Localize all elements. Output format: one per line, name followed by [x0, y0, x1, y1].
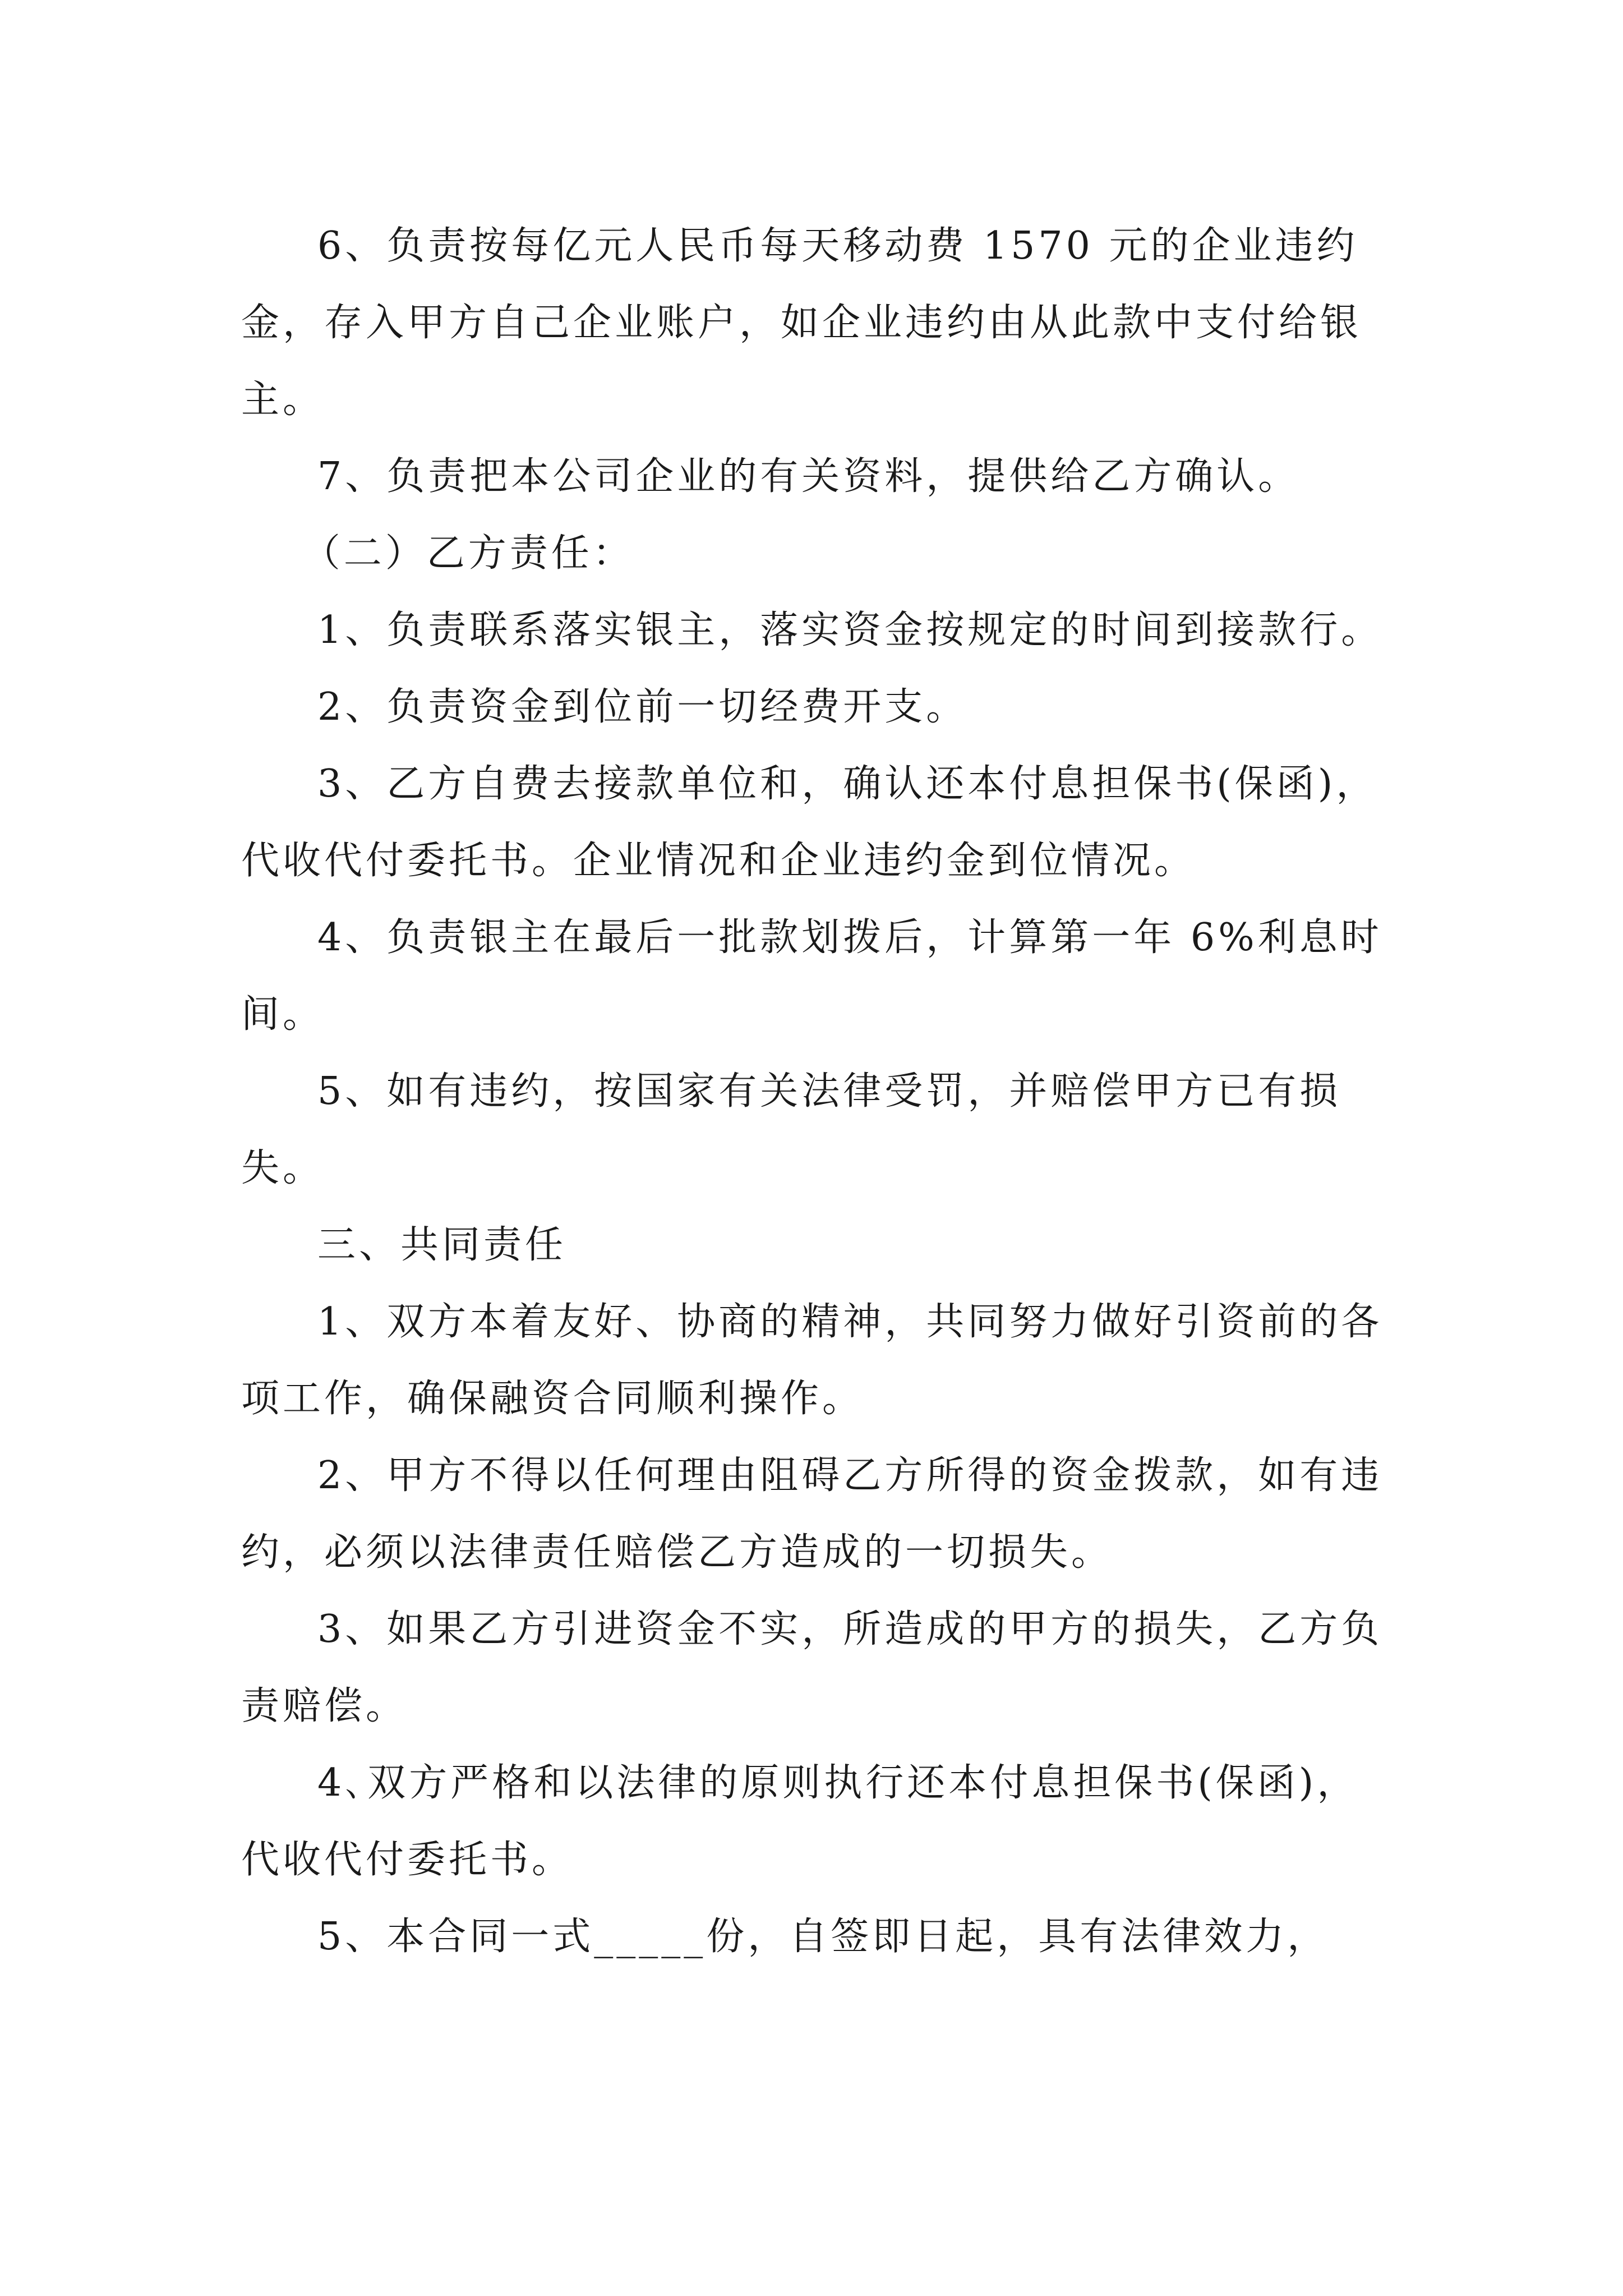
clause-joint-3: 3、如果乙方引进资金不实，所造成的甲方的损失，乙方负责赔偿。	[241, 1607, 1383, 1728]
clause-joint-1: 1、双方本着友好、协商的精神，共同努力做好引资前的各项工作，确保融资合同顺利操作。	[241, 1300, 1383, 1421]
section-heading-party-b: （二）乙方责任：	[302, 531, 634, 576]
clause-party-b-2: 2、负责资金到位前一切经费开支。	[317, 685, 968, 729]
document-body	[241, 208, 1396, 1975]
clause-joint-4: 4､双方严格和以法律的原则执行还本付息担保书(保函)，代收代付委托书。	[241, 1761, 1359, 1882]
clause-party-b-1: 1、负责联系落实银主，落实资金按规定的时间到接款行。	[317, 608, 1383, 652]
clause-party-b-4: 4、负责银主在最后一批款划拨后，计算第一年 6%利息时间。	[241, 915, 1382, 1037]
section-heading-joint: 三、共同责任	[317, 1223, 567, 1267]
clause-party-a-7: 7、负责把本公司企业的有关资料，提供给乙方确认。	[317, 454, 1300, 499]
clause-joint-5: 5、本合同一式_____份，自签即日起，具有法律效力，	[317, 1915, 1329, 1959]
clause-party-b-3: 3、乙方自费去接款单位和，确认还本付息担保书(保函)，代收代付委托书。企业情况和企业违约金到位情况。	[241, 762, 1378, 883]
clause-party-b-5: 5、如有违约，按国家有关法律受罚，并赔偿甲方已有损失。	[241, 1069, 1341, 1190]
clause-joint-2: 2、甲方不得以任何理由阻碍乙方所得的资金拨款，如有违约，必须以法律责任赔偿乙方造成的一切损失。	[241, 1453, 1383, 1575]
clause-party-a-6: 6、负责按每亿元人民币每天移动费 1570 元的企业违约金，存入甲方自己企业账户，如企业违约由从此款中支付给银主。	[241, 224, 1362, 422]
